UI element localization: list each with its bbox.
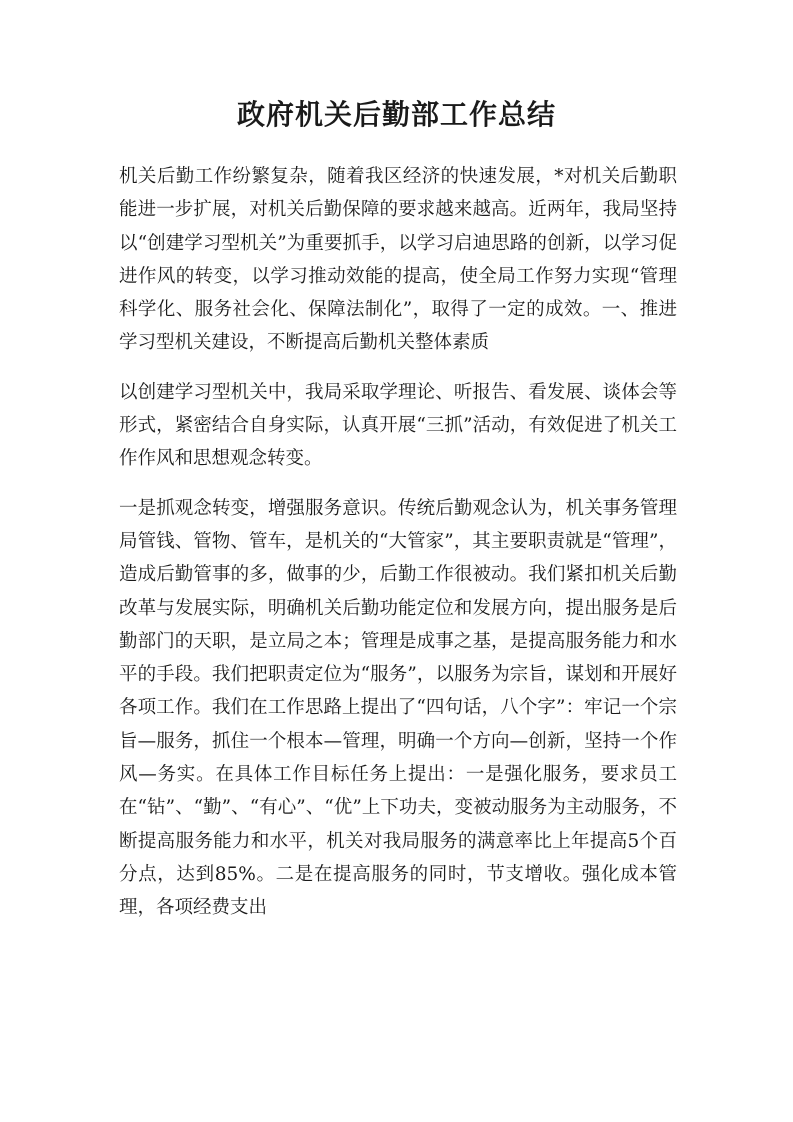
paragraph-mindset-change: 一是抓观念转变，增强服务意识。传统后勤观念认为，机关事务管理局管钱、管物、管车，是机关的“大管家”，其主要职责就是“管理”，造成后勤管事的多，做事的少，后勤工作很被动。我们紧扣机关后勤改革与发展实际，明确机关后勤功能定位和发展方向，提出服务是后勤部门的天职，是立局之本；管理是成事之基，是提高服务能力和水平的手段。我们把职责定位为“服务”，以服务为宗旨，谋划和开展好各项工作。我们在工作思路上提出了“四句话，八个字”：牢记一个宗旨—服务，抓住一个根本—管理，明确一个方向—创新，坚持一个作风—务实。在具体工作目标任务上提出：一是强化服务，要求员工在“钻”、“勤”、“有心”、“优”上下功夫，变被动服务为主动服务，不断提高服务能力和水平，机关对我局服务的满意率比上年提高5个百分点，达到85%。二是在提高服务的同时，节支增收。强化成本管理，各项经费支出: [119, 497, 677, 919]
paragraph-intro: 机关后勤工作纷繁复杂，随着我区经济的快速发展，*对机关后勤职能进一步扩展，对机关后勤保障的要求越来越高。近两年，我局坚持以“创建学习型机关”为重要抓手，以学习启迪思路的创新，以学习促进作风的转变，以学习推动效能的提高，使全局工作努力实现“管理科学化、服务社会化、保障法制化”，取得了一定的成效。一、推进学习型机关建设，不断提高后勤机关整体素质: [119, 166, 677, 354]
document-body: [119, 160, 677, 925]
document-title: 政府机关后勤部工作总结: [236, 98, 556, 131]
paragraph-learning-org: 以创建学习型机关中，我局采取学理论、听报告、看发展、谈体会等形式，紧密结合自身实际，认真开展“三抓”活动，有效促进了机关工作作风和思想观念转变。: [119, 381, 677, 470]
